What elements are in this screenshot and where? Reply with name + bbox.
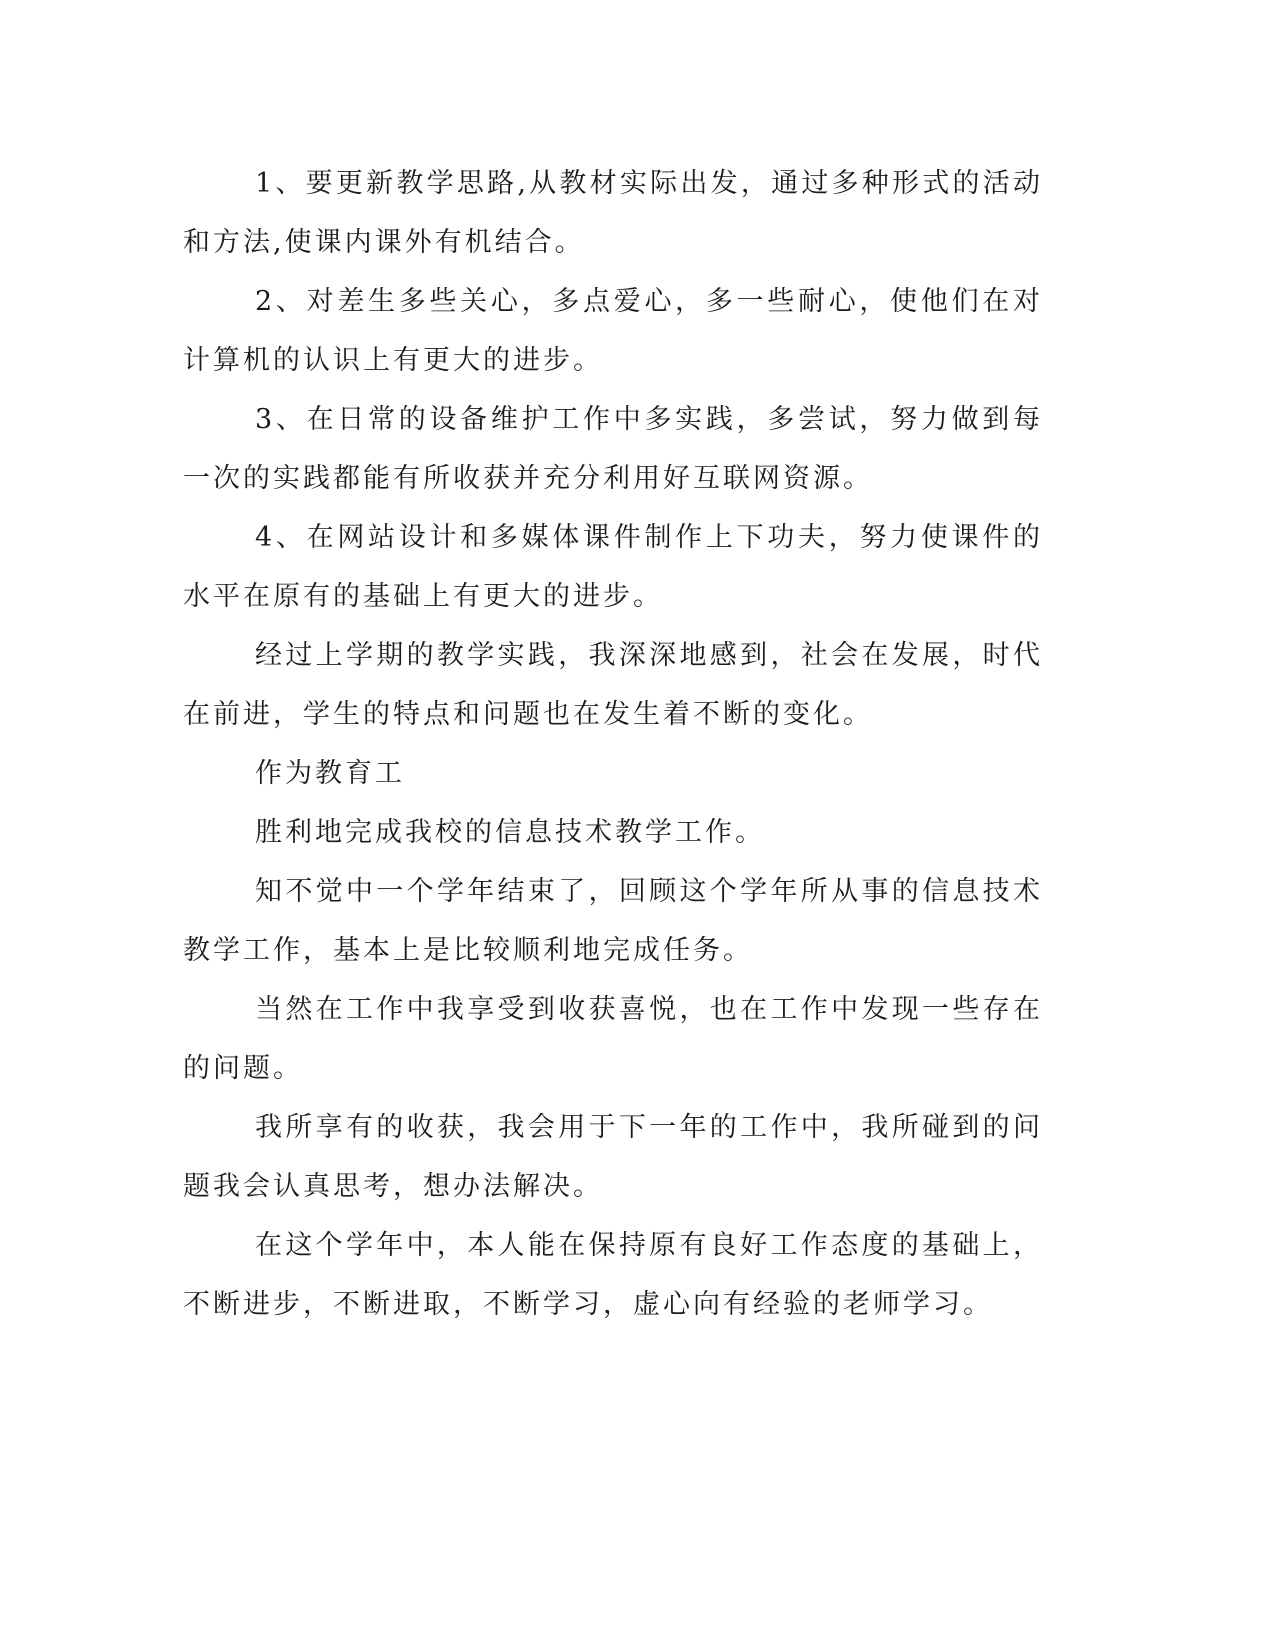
- paragraph-7: 胜利地完成我校的信息技术教学工作。: [255, 817, 765, 848]
- paragraph-2: 2、对差生多些关心，多点爱心，多一些耐心，使他们在对计算机的认识上有更大的进步。: [183, 286, 1043, 376]
- paragraph-8: 知不觉中一个学年结束了，回顾这个学年所从事的信息技术教学工作，基本上是比较顺利地完成任务。: [183, 876, 1043, 966]
- paragraph-5: 经过上学期的教学实践，我深深地感到，社会在发展，时代在前进，学生的特点和问题也在发生着不断的变化。: [183, 640, 1043, 730]
- paragraph-10: 我所享有的收获，我会用于下一年的工作中，我所碰到的问题我会认真思考，想办法解决。: [183, 1112, 1043, 1202]
- paragraph-11: 在这个学年中，本人能在保持原有良好工作态度的基础上，不断进步，不断进取，不断学习，虚心向有经验的老师学习。: [183, 1230, 1043, 1320]
- paragraph-4: 4、在网站设计和多媒体课件制作上下功夫，努力使课件的水平在原有的基础上有更大的进步。: [183, 522, 1043, 612]
- paragraph-9: 当然在工作中我享受到收获喜悦，也在工作中发现一些存在的问题。: [183, 994, 1043, 1084]
- paragraph-6: 作为教育工: [255, 758, 405, 789]
- paragraph-3: 3、在日常的设备维护工作中多实践，多尝试，努力做到每一次的实践都能有所收获并充分利用好互联网资源。: [183, 404, 1043, 494]
- document-body: [183, 154, 1043, 1334]
- paragraph-1: 1、要更新教学思路,从教材实际出发，通过多种形式的活动和方法,使课内课外有机结合。: [183, 168, 1043, 258]
